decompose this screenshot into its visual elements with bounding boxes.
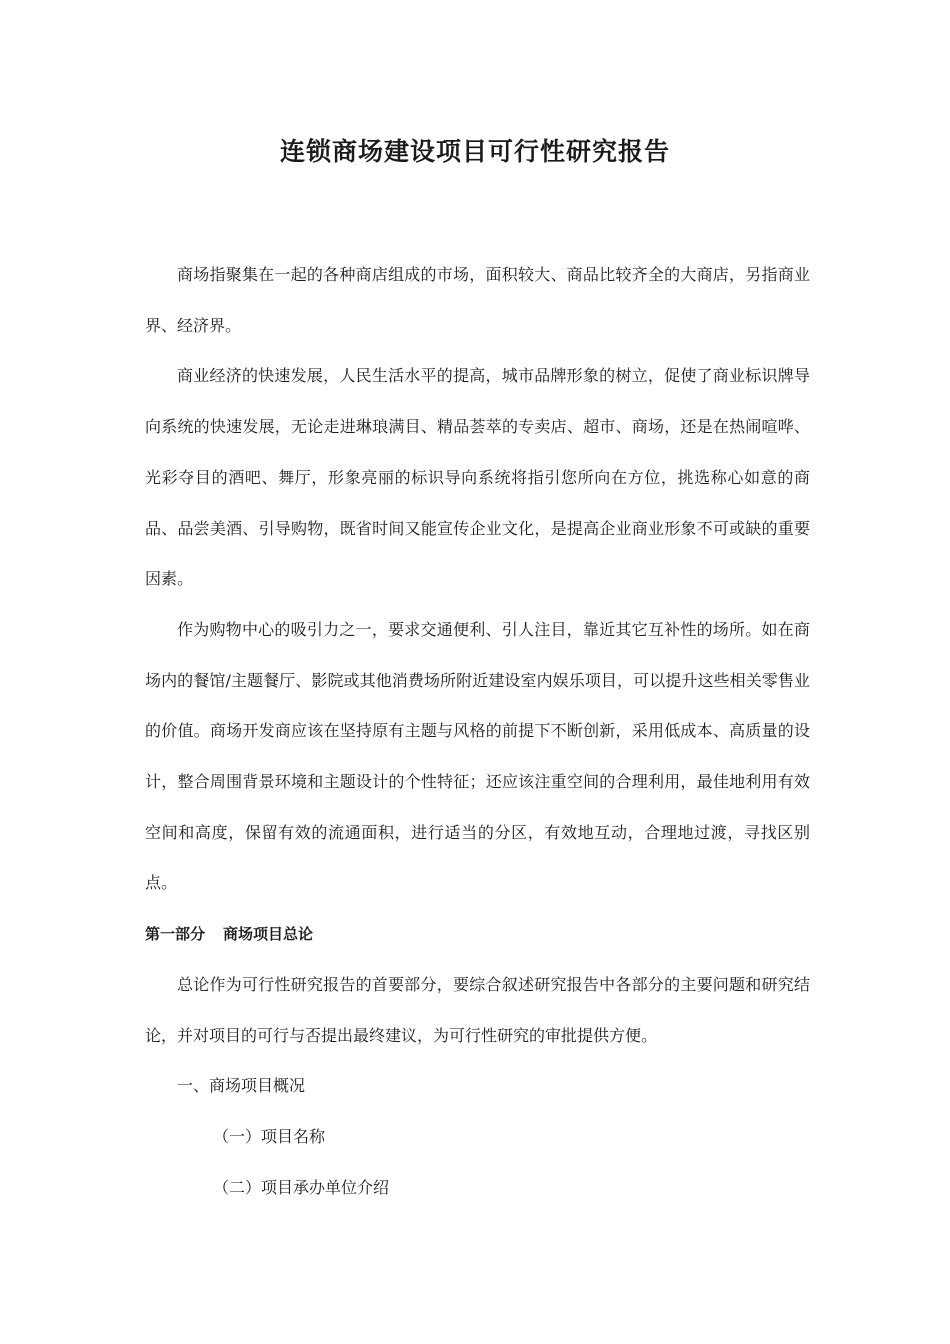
list-item-organizer-intro: （二）项目承办单位介绍: [213, 1177, 390, 1197]
section-part-label: 第一部分: [145, 925, 206, 944]
subsection-heading: 一、商场项目概况: [177, 1076, 306, 1096]
section-paragraph: 总论作为可行性研究报告的首要部分，要综合叙述研究报告中各部分的主要问题和研究结论，并对项目的可行与否提出最终建议，为可行性研究的审批提供方便。: [145, 974, 810, 1045]
section-name: 商场项目总论: [223, 925, 314, 944]
document-title: 连锁商场建设项目可行性研究报告: [279, 137, 670, 166]
list-item-project-name: （一）项目名称: [213, 1126, 326, 1146]
section-heading: [145, 909, 810, 960]
document-body: [145, 250, 810, 1213]
intro-paragraph-2: 商业经济的快速发展，人民生活水平的提高，城市品牌形象的树立，促使了商业标识牌导向系统的快速发展，无论走进琳琅满目、精品荟萃的专卖店、超市、商场，还是在热闹喧哗、光彩夺目的酒吧、舞厅，形象亮丽的标识导向系统将指引您所向在方位，挑选称心如意的商品、品尝美酒、引导购物，既省时间又能宣传企业文化，是提高企业商业形象不可或缺的重要因素。: [145, 366, 810, 589]
intro-paragraph-3: 作为购物中心的吸引力之一，要求交通便利、引人注目，靠近其它互补性的场所。如在商场内的餐馆/主题餐厅、影院或其他消费场所附近建设室内娱乐项目，可以提升这些相关零售业的价值。商场开发商应该在坚持原有主题与风格的前提下不断创新，采用低成本、高质量的设计，整合周围背景环境和主题设计的个性特征；还应该注重空间的合理利用，最佳地利用有效空间和高度，保留有效的流通面积，进行适当的分区，有效地互动，合理地过渡，寻找区别点。: [145, 619, 810, 893]
intro-paragraph-1: 商场指聚集在一起的各种商店组成的市场，面积较大、商品比较齐全的大商店，另指商业界、经济界。: [145, 265, 810, 335]
